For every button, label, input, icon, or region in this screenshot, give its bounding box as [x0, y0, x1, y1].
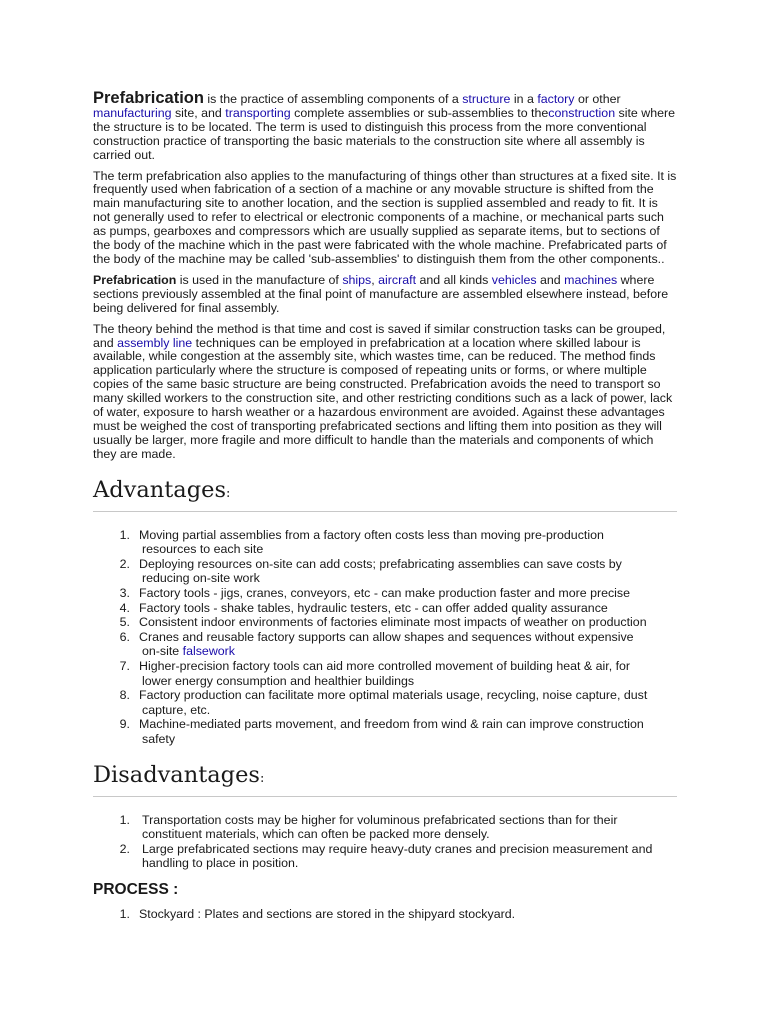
link-machines[interactable]: machines [564, 272, 618, 287]
item-number: 5. [119, 615, 130, 630]
link-construction[interactable]: construction [548, 105, 616, 120]
item-text: Moving partial assemblies from a factory often costs less than moving pre-production [139, 527, 604, 542]
list-item [93, 528, 677, 557]
text: or other [574, 92, 621, 106]
disadvantages-list [93, 813, 677, 871]
list-item [93, 907, 677, 922]
link-falsework[interactable]: falsework [182, 644, 235, 659]
item-text-cont [139, 644, 677, 659]
link-aircraft[interactable]: aircraft [378, 272, 417, 287]
item-text-cont: lower energy consumption and healthier buildings [142, 673, 415, 688]
link-manufacturing[interactable]: manufacturing [93, 105, 172, 120]
text: The theory behind the method is that time and cost is saved if similar construction tasks can be grouped, and [93, 321, 666, 350]
text: on-site [142, 644, 183, 659]
text: techniques can be employed in prefabrication at a location where skilled labour is available, while congestion at the assembly site, which wastes time, can be reduced. The method finds application particularly where the structure is composed of repeating units or forms, or where multiple copies of the same basic structure are being constructed. Prefabrication avoids the need to transport so many skilled workers to the construction site, and other restricting conditions such as a lack of power, lack of water, exposure to harsh weather or a hazardous environment are avoided. Against these advantages must be weighed the cost of transporting prefabricated sections and lifting them into position as they will usually be larger, more fragile and more difficult to handle than the materials and components of which they are made. [93, 335, 673, 461]
item-number: 9. [119, 717, 130, 732]
list-item [93, 717, 677, 746]
process-heading: PROCESS : [93, 880, 179, 898]
link-vehicles[interactable]: vehicles [491, 272, 537, 287]
paragraph-3 [93, 274, 677, 316]
list-item [93, 630, 677, 659]
item-text: Deploying resources on-site can add costs; prefabricating assemblies can save costs by [139, 556, 622, 571]
item-text: Large prefabricated sections may require heavy-duty cranes and precision measurement and handling to place in position. [142, 841, 653, 871]
link-structure[interactable]: structure [462, 92, 511, 106]
item-text-cont: reducing on-site work [142, 571, 260, 586]
paragraph-2: The term prefabrication also applies to the manufacturing of things other than structures at a fixed site. It is frequently used when fabrication of a section of a machine or any movable structure is shifted from the main manufacturing site to another location, and the section is supplied assembled and ready to fit. It is not generally used to refer to electrical or electronic components of a machine, or mechanical parts such as pumps, gearboxes and compressors which are usually supplied as separate items, but to sections of the body of the machine which in the past were fabricated with the whole machine. Prefabricated parts of the body of the machine may be called 'sub-assemblies' to distinguish them from the other components.. [93, 168, 677, 266]
list-item [93, 842, 677, 871]
item-number: 2. [119, 841, 130, 856]
text: in a [510, 92, 538, 106]
heading-text: Disadvantages [93, 761, 260, 788]
item-number: 4. [119, 600, 130, 615]
text: where sections previously assembled at the final point of manufacture are assembled elsewhere instead, before being delivered for final assembly. [93, 272, 669, 315]
list-item [93, 586, 677, 601]
item-number: 1. [119, 527, 130, 542]
heading-text: Advantages [93, 476, 226, 503]
item-number: 6. [119, 629, 130, 644]
link-assembly-line[interactable]: assembly line [117, 335, 193, 350]
item-text-cont: resources to each site [142, 542, 264, 557]
text: is used in the manufacture of [176, 272, 343, 287]
item-text: Machine-mediated parts movement, and freedom from wind & rain can improve construction [139, 717, 644, 732]
item-text: Cranes and reusable factory supports can allow shapes and sequences without expensive [139, 629, 634, 644]
item-number: 1. [119, 812, 130, 827]
text: is the practice of assembling components of a [203, 92, 463, 106]
item-number: 1. [119, 906, 130, 921]
item-text: Factory tools - jigs, cranes, conveyors, etc - can make production faster and more precise [139, 586, 631, 601]
heading-colon: : [259, 770, 265, 786]
item-text: Higher-precision factory tools can aid more controlled movement of building heat & air, for [139, 659, 631, 673]
intro-lead-term: Prefabrication [93, 89, 204, 107]
bold-term: Prefabrication [93, 272, 177, 287]
link-transporting[interactable]: transporting [225, 105, 291, 120]
item-text: Stockyard : Plates and sections are stored in the shipyard stockyard. [139, 906, 516, 921]
item-text-cont: capture, etc. [142, 702, 211, 717]
item-text-cont: safety [142, 731, 176, 746]
heading-colon: : [226, 485, 231, 501]
disadvantages-heading [93, 762, 677, 797]
link-factory[interactable]: factory [537, 92, 575, 106]
text: complete assemblies or sub-assemblies to the [290, 105, 549, 120]
list-item [93, 659, 677, 688]
item-text: Factory production can facilitate more optimal materials usage, recycling, noise capture, dust [139, 688, 648, 703]
text: site where the structure is to be located. The term is used to distinguish this process from the more conventional construction practice of transporting the basic materials to the construction site where all assembly is carried out. [93, 105, 676, 162]
advantages-list [93, 528, 677, 747]
text: and [536, 272, 565, 287]
process-list [93, 907, 677, 922]
paragraph-4 [93, 323, 677, 462]
list-item [93, 615, 677, 630]
item-text: Factory tools - shake tables, hydraulic testers, etc - can offer added quality assurance [139, 600, 608, 615]
text: and all kinds [416, 272, 492, 287]
intro-paragraph [93, 89, 677, 163]
list-item [93, 688, 677, 717]
text: , [371, 272, 379, 287]
item-text: Transportation costs may be higher for voluminous prefabricated sections than for their constituent materials, which can often be packed more densely. [142, 812, 618, 842]
item-number: 7. [119, 659, 130, 673]
list-item [93, 813, 677, 842]
text: site, and [171, 105, 226, 120]
list-item [93, 601, 677, 616]
document-body [93, 89, 677, 922]
item-text: Consistent indoor environments of factories eliminate most impacts of weather on production [139, 615, 647, 630]
item-number: 3. [119, 586, 130, 601]
item-number: 8. [119, 688, 130, 703]
link-ships[interactable]: ships [342, 272, 372, 287]
advantages-heading [93, 477, 677, 512]
list-item [93, 557, 677, 586]
item-number: 2. [119, 556, 130, 571]
